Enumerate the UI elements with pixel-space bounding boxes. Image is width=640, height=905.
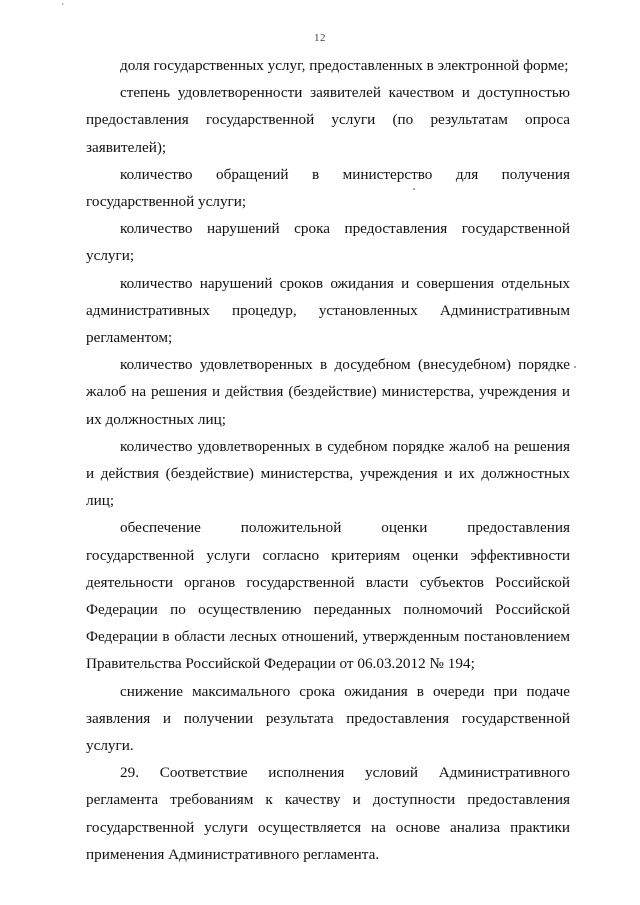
paragraph: количество обращений в министерство для получения государственной услуги; [86, 165, 570, 211]
scan-speck [574, 366, 576, 368]
page-number: 12 [314, 32, 326, 44]
paragraph: количество удовлетворенных в досудебном (внесудебном) порядке жалоб на решения и действия (бездействие) министерства, учреждения и их должностных лиц; [86, 356, 570, 428]
paragraph: количество нарушений срока предоставления государственной услуги; [86, 220, 570, 265]
paragraph: снижение максимального срока ожидания в очереди при подаче заявления и получении результата предоставления государственной услуги. [86, 682, 570, 755]
paragraph: обеспечение положительной оценки предоставления государственной услуги согласно критериям оценки эффективности деятельности органов государственной власти субъектов Российской Федерации по осуществлению переданных полномочий Российской Федерации в области лесных отношений, утвержденным постановлением Правительства Российской Федерации от 06.03.2012 № 194; [86, 519, 570, 673]
paragraph: количество нарушений сроков ожидания и совершения отдельных административных процедур, установленных Административным регламентом; [86, 274, 570, 347]
corner-mark: ' [62, 2, 64, 13]
scan-speck [413, 188, 415, 190]
paragraph: степень удовлетворенности заявителей качеством и доступностью предоставления государственной услуги (по результатам опроса заявителей); [86, 84, 570, 156]
document-body [86, 52, 570, 868]
paragraph: количество удовлетворенных в судебном порядке жалоб на решения и действия (бездействие) министерства, учреждения и их должностных лиц; [86, 437, 570, 510]
paragraph: 29. Соответствие исполнения условий Административного регламента требованиям к качеству и доступности предоставления государственной услуги осуществляется на основе анализа практики применения Административного регламента. [86, 764, 570, 863]
paragraph: доля государственных услуг, предоставленных в электронной форме; [120, 57, 569, 74]
